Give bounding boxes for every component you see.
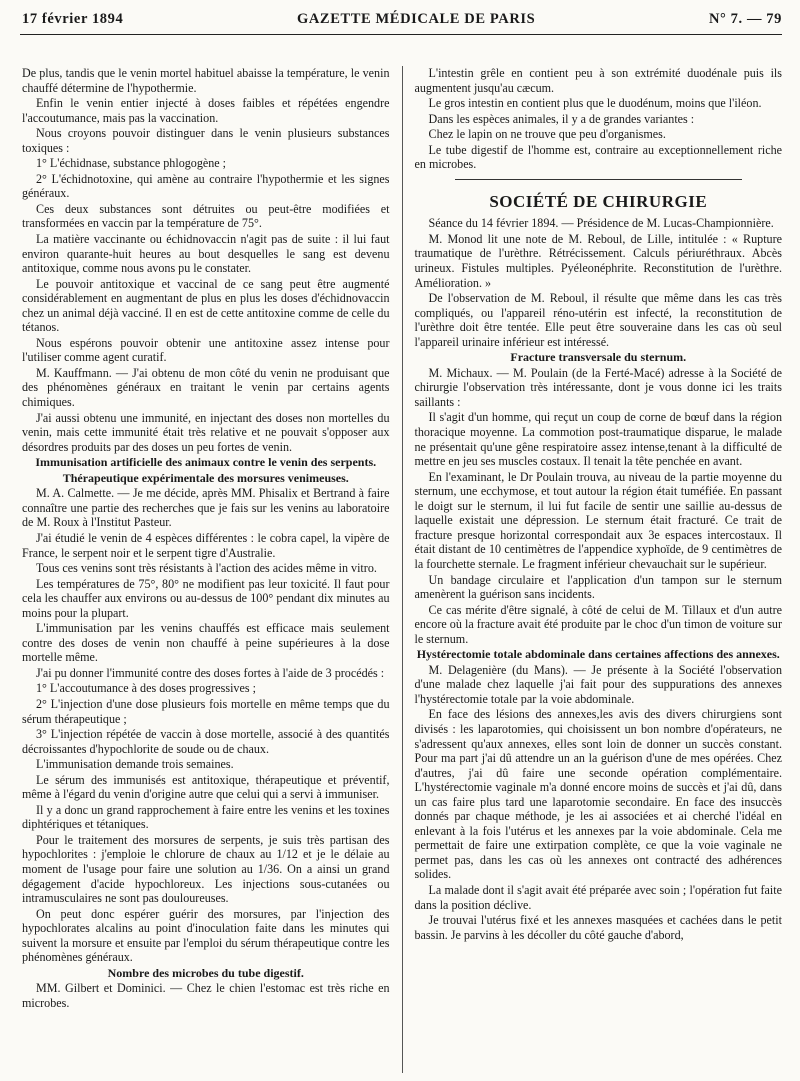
header-date: 17 février 1894 [22, 10, 124, 27]
paragraph: Un bandage circulaire et l'application d'un tampon sur le sternum amenèrent la guérison sans incidents. [414, 572, 782, 602]
header-rule [20, 34, 782, 35]
section-title: SOCIÉTÉ DE CHIRURGIE [489, 191, 708, 211]
paragraph: Enfin le venin entier injecté à doses faibles et répétées engendre l'accoutumance, mais pas la vaccination. [22, 96, 390, 125]
section-subheading: Fracture transversale du sternum. [510, 350, 687, 365]
paragraph: De l'observation de M. Reboul, il résulte que même dans les cas très compliqués, ou l'appareil réno-utérin est infecté, la reconstitution de l'urèthre doit être tentée. Elle peut être souveraine dans les cas où seul l'appareil urinaire inférieur est intéressé. [414, 291, 782, 349]
paragraph: La matière vaccinante ou échidnovaccin n'agit pas de suite : il lui faut environ quarante-huit heures au bout desquelles le sang est devenu antitoxique, comme nous avons pu le constater. [22, 232, 390, 276]
paragraph: 2° L'injection d'une dose plusieurs fois mortelle en même temps que du sérum thérapeutique ; [22, 696, 390, 726]
paragraph: Le tube digestif de l'homme est, contraire au exceptionnellement riche en microbes. [414, 142, 782, 172]
section-subheading: Hystérectomie totale abdominale dans certaines affections des annexes. [416, 647, 780, 662]
paragraph: 1° L'accoutumance à des doses progressives ; [36, 681, 256, 696]
paragraph: 1° L'échidnase, substance phlogogène ; [36, 156, 227, 171]
paragraph: De plus, tandis que le venin mortel habituel abaisse la température, le venin chauffé détermine de l'hypothermie. [22, 66, 390, 95]
section-divider [455, 179, 743, 180]
paragraph: La malade dont il s'agit avait été préparée avec soin ; l'opération fut faite dans la position déclive. [414, 882, 782, 912]
article-columns [22, 66, 782, 1073]
paragraph: MM. Gilbert et Dominici. — Chez le chien l'estomac est très riche en microbes. [22, 981, 390, 1010]
paragraph: Il y a donc un grand rapprochement à faire entre les venins et les toxines diphtériques et tétaniques. [22, 802, 390, 832]
paragraph: Ce cas mérite d'être signalé, à côté de celui de M. Tillaux et d'un autre encore où la fracture avait été produite par le choc d'un timon de voiture sur le sternum. [414, 602, 782, 646]
paragraph: Le sérum des immunisés est antitoxique, thérapeutique et préventif, même à l'égard du venin d'origine autre que celui qui a servi à immuniser. [22, 772, 390, 802]
paragraph: 3° L'injection répétée de vaccin à dose mortelle, associé à des quantités décroissantes d'hypochlorite de soude ou de chaux. [22, 727, 390, 756]
paragraph: L'intestin grêle en contient peu à son extrémité duodénale puis ils augmentent jusqu'au cæcum. [414, 66, 782, 95]
paragraph: Nous espérons pouvoir obtenir une antitoxine assez intense pour l'utiliser comme agent curatif. [22, 335, 390, 365]
paragraph: En face des lésions des annexes,les avis des divers chirurgiens sont divisés : les laparotomies, qui choisissent un bon nombre d'opérateurs, ne s'adressent qu'aux annexes, elles sont loin de donner un succès constant. Pour ma part j'ai dû attendre un an la guérison d'une de mes opérées. Chez d'autres, j'ai dû faire une seconde opération complémentaire. L'hystérectomie vaginale m'a donné encore moins de succès et j'ai dû, dans un cas faire plus tard une laparotomie secondaire. En face des insuccès donnés par chaque méthode, je les ai associées et ai cherché l'idéal en enlevant à la fois l'utérus et les annexes par la voie abdominale. Cela me permettait de faire une extirpation complète, ce que la voie vaginale ne permet pas, dans les cas où les annexes ont contracté des adhérences solides. [414, 707, 782, 882]
header-journal-title: GAZETTE MÉDICALE DE PARIS [296, 10, 536, 27]
paragraph: Séance du 14 février 1894. — Présidence de M. Lucas-Championnière. [428, 216, 774, 231]
paragraph: L'immunisation par les venins chauffés est efficace mais seulement contre des doses de venin non chauffé à peine supérieures à la dose mortelle même. [22, 621, 390, 665]
paragraph: En l'examinant, le Dr Poulain trouva, au niveau de la partie moyenne du sternum, une ecchymose, et tout autour la région était tuméfiée. En passant le doigt sur le sternum, il lui fut facile de sentir une saillie au-dessus de laquelle existait une dépression. Le sternum était fracturé. Ce trait de fracture presque horizontal correspondait aux 3e espaces intercostaux. Il était distant de 10 centimètres de l'appendice xyphoïde, de 9 centimètres de la fourchette sternale. Le fragment inférieur chevauchait sur le supérieur. [414, 469, 782, 571]
paragraph: Le pouvoir antitoxique et vaccinal de ce sang peut être augmenté considérablement en augmentant de plus en plus les doses d'échidnovaccin chez un animal déjà vacciné. Il en est de cette antitoxine comme de celle du tétanos. [22, 276, 390, 335]
paragraph: Je trouvai l'utérus fixé et les annexes masquées et cachées dans le petit bassin. Je parvins à les décoller du côté gauche d'abord, [414, 913, 782, 942]
right-column [415, 66, 783, 1073]
paragraph: Chez le lapin on ne trouve que peu d'organismes. [428, 127, 666, 142]
paragraph: 2° L'échidnotoxine, qui amène au contraire l'hypothermie et les signes généraux. [22, 171, 390, 201]
header-page-number: N° 7. — 79 [708, 10, 782, 27]
paragraph: On peut donc espérer guérir des morsures, par l'injection des hypochlorates alcalins au point d'inoculation faite dans les minutes qui suivent la morsure et ensuite par l'emploi du sérum thérapeutique contre les phénomènes généraux. [22, 906, 390, 965]
paragraph: Dans les espèces animales, il y a de grandes variantes : [428, 111, 695, 126]
paragraph: Nous croyons pouvoir distinguer dans le venin plusieurs substances toxiques : [22, 126, 390, 155]
paragraph: M. Kauffmann. — J'ai obtenu de mon côté du venin ne produisant que des phénomènes généraux en traitant le venin par certains agents chimiques. [22, 365, 390, 410]
paragraph: Ces deux substances sont détruites ou peut-être modifiées et transformées en vaccin par la température de 75°. [22, 201, 390, 231]
section-subheading: Thérapeutique expérimentale des morsures venimeuses. [62, 470, 349, 485]
section-subheading: Nombre des microbes du tube digestif. [107, 965, 304, 980]
paragraph: Tous ces venins sont très résistants à l'action des acides même in vitro. [36, 561, 377, 576]
paragraph: Le gros intestin en contient plus que le duodénum, moins que l'iléon. [428, 96, 762, 111]
section-subheading: Immunisation artificielle des animaux contre le venin des serpents. [35, 455, 377, 470]
paragraph: J'ai étudié le venin de 4 espèces différentes : le cobra capel, la vipère de France, le serpent noir et le serpent tigre d'Australie. [22, 530, 390, 560]
paragraph: M. Monod lit une note de M. Reboul, de Lille, intitulée : « Rupture traumatique de l'urèthre. Rétrécissement. Calculs périuréthraux. Abcès urineux. Fistules multiples. Pyéleonéphrite. Reconstitution de l'urèthre. Amélioration. » [414, 231, 782, 290]
paragraph: M. Delagenière (du Mans). — Je présente à la Société l'observation d'une malade chez laquelle j'ai fait pour des suppurations des annexes l'hystérectomie totale par la voie abdominale. [414, 662, 782, 706]
paragraph: Pour le traitement des morsures de serpents, je suis très partisan des hypochlorites : j'emploie le chlorure de chaux au 1/12 et je le délaie au moment de l'usage pour faire une solution au 1/36. On a ainsi un grand dégagement d'acide hypochloreux. Les injections sous-cutanées ou intramusculaires ne sont pas douloureuses. [22, 832, 390, 906]
paragraph: M. A. Calmette. — Je me décide, après MM. Phisalix et Bertrand à faire connaître une partie des recherches que je fais sur les venins au laboratoire de M. Roux à l'Institut Pasteur. [22, 486, 390, 530]
left-column [22, 66, 390, 1073]
paragraph: Il s'agit d'un homme, qui reçut un coup de corne de bœuf dans la région thoracique moyenne. La commotion post-traumatique disparue, le malade ne présentait qu'une gêne respiratoire assez intense,tenant à la difficulté de mettre en jeu ses muscles costaux. Il tenait la tête penchée en avant. [414, 410, 782, 469]
paragraph: Les températures de 75°, 80° ne modifient pas leur toxicité. Il faut pour cela les chauffer aux environs ou au-dessus de 100° pendant dix minutes au moins pour la plupart. [22, 576, 390, 620]
paragraph: J'ai pu donner l'immunité contre des doses fortes à l'aide de 3 procédés : [36, 665, 385, 680]
page-header [22, 6, 782, 32]
paragraph: L'immunisation demande trois semaines. [36, 757, 234, 772]
column-divider [402, 66, 403, 1073]
paragraph: M. Michaux. — M. Poulain (de la Ferté-Macé) adresse à la Société de chirurgie l'observation très intéressante, dont je vous donne ici les traits saillants : [414, 365, 782, 409]
paragraph: J'ai aussi obtenu une immunité, en injectant des doses non mortelles du venin, mais cette immunité était très relative et ne pouvait s'opposer aux désordres produits par des doses un peu fortes de venin. [22, 410, 390, 454]
